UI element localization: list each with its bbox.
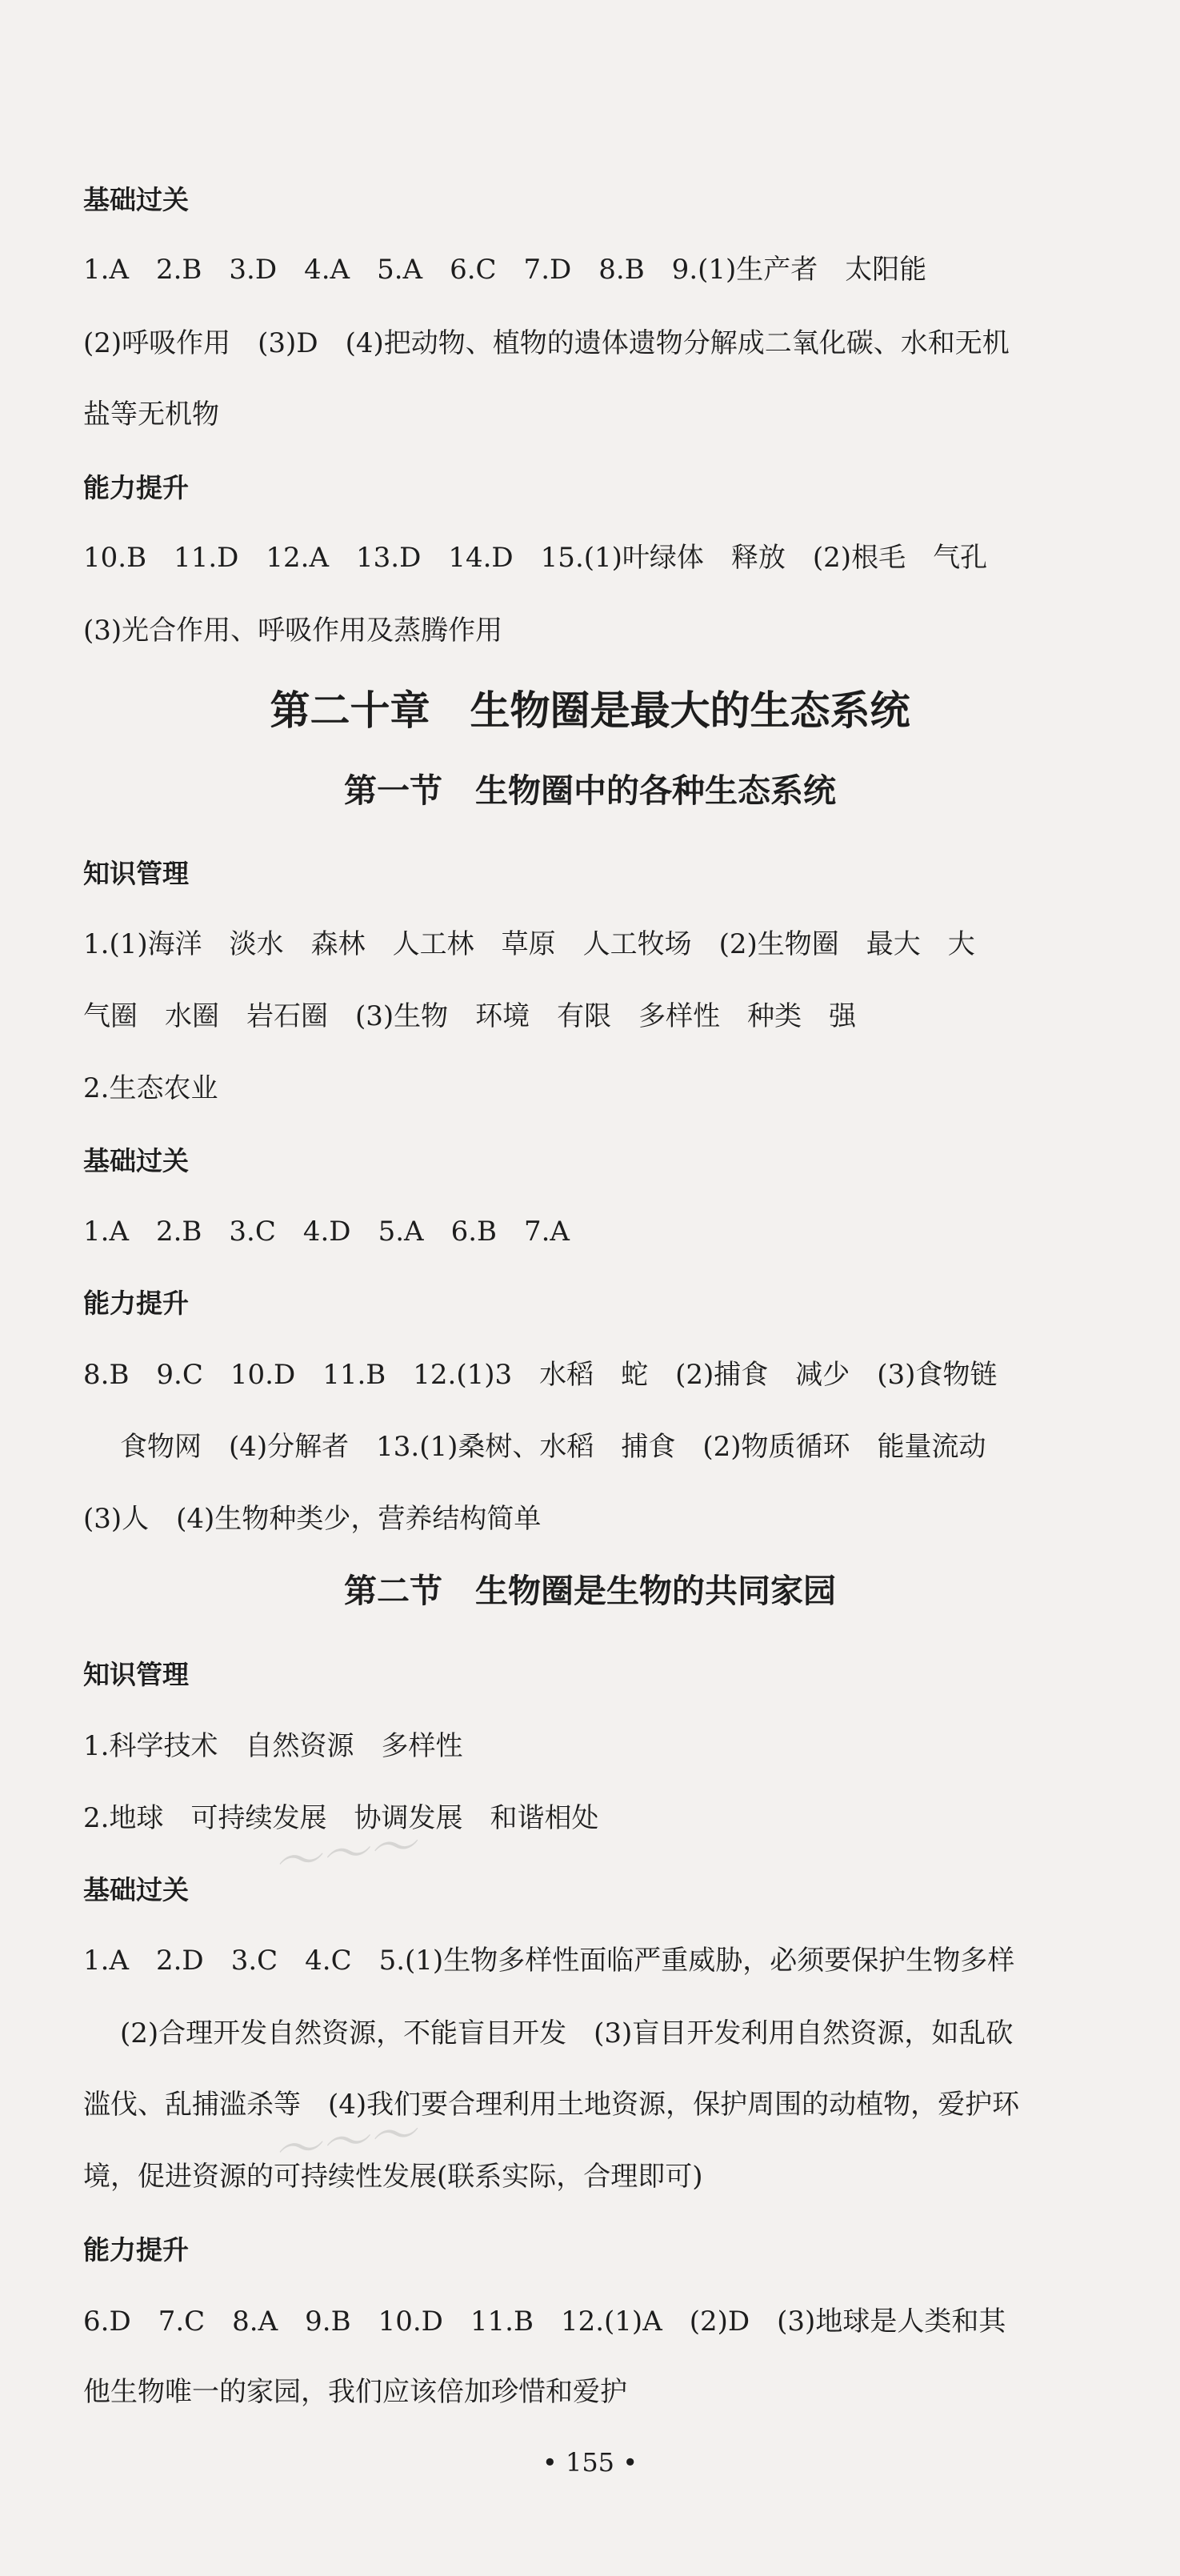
answer-line: 2.地球 可持续发展 协调发展 和谐相处 [83,1802,599,1834]
section-heading: 知识管理 [83,858,189,889]
answer-line: 气圈 水圈 岩石圈 (3)生物 环境 有限 多样性 种类 强 [83,1000,857,1032]
answer-line: 境，促进资源的可持续性发展(联系实际，合理即可) [83,2161,703,2193]
chapter-title: 第二十章 生物圈是最大的生态系统 [270,687,910,734]
subsection-title: 第二节 生物圈是生物的共同家园 [344,1572,836,1610]
answer-line: 1.科学技术 自然资源 多样性 [83,1730,463,1762]
answer-line: (2)合理开发自然资源，不能盲目开发 (3)盲目开发利用自然资源，如乱砍 [120,2017,1014,2049]
answer-line: 6.D 7.C 8.A 9.B 10.D 11.B 12.(1)A (2)D (3)地球是人类和其 [83,2306,1006,2338]
section-heading: 基础过关 [83,1145,189,1176]
section-heading: 能力提升 [83,472,189,503]
answer-line: 滥伐、乱捕滥杀等 (4)我们要合理利用土地资源，保护周围的动植物，爱护环 [83,2089,1020,2121]
answer-line: 1.A 2.B 3.D 4.A 5.A 6.C 7.D 8.B 9.(1)生产者 太阳能 [83,254,927,286]
section-heading: 能力提升 [83,2234,189,2266]
section-heading: 知识管理 [83,1659,189,1690]
answer-line: 10.B 11.D 12.A 13.D 14.D 15.(1)叶绿体 释放 (2)根毛 气孔 [83,542,988,574]
subsection-title: 第一节 生物圈中的各种生态系统 [344,771,836,810]
answer-line: 他生物唯一的家园，我们应该倍加珍惜和爱护 [83,2376,627,2408]
watermark-mark: ～～～ [269,1817,420,1893]
answer-line: 盐等无机物 [83,399,219,431]
answer-line: 1.A 2.D 3.C 4.C 5.(1)生物多样性面临严重威胁，必须要保护生物多样 [83,1945,1015,1977]
answer-line: (3)光合作用、呼吸作用及蒸腾作用 [83,615,503,647]
answer-line: 2.生态农业 [83,1072,218,1104]
answer-line: (2)呼吸作用 (3)D (4)把动物、植物的遗体遗物分解成二氧化碳、水和无机 [83,327,1010,359]
answer-line: 1.(1)海洋 淡水 森林 人工林 草原 人工牧场 (2)生物圈 最大 大 [83,928,975,960]
answer-line: 1.A 2.B 3.C 4.D 5.A 6.B 7.A [83,1216,570,1248]
section-heading: 能力提升 [83,1288,189,1319]
watermark-mark: ～～～ [269,2105,420,2181]
answer-line: 8.B 9.C 10.D 11.B 12.(1)3 水稻 蛇 (2)捕食 减少 (3)食物链 [83,1359,998,1391]
answer-line: 食物网 (4)分解者 13.(1)桑树、水稻 捕食 (2)物质循环 能量流动 [120,1431,986,1463]
section-heading: 基础过关 [83,184,189,215]
answer-line: (3)人 (4)生物种类少，营养结构简单 [83,1503,542,1535]
section-heading: 基础过关 [83,1874,189,1905]
page-number: • 155 • [542,2447,638,2478]
